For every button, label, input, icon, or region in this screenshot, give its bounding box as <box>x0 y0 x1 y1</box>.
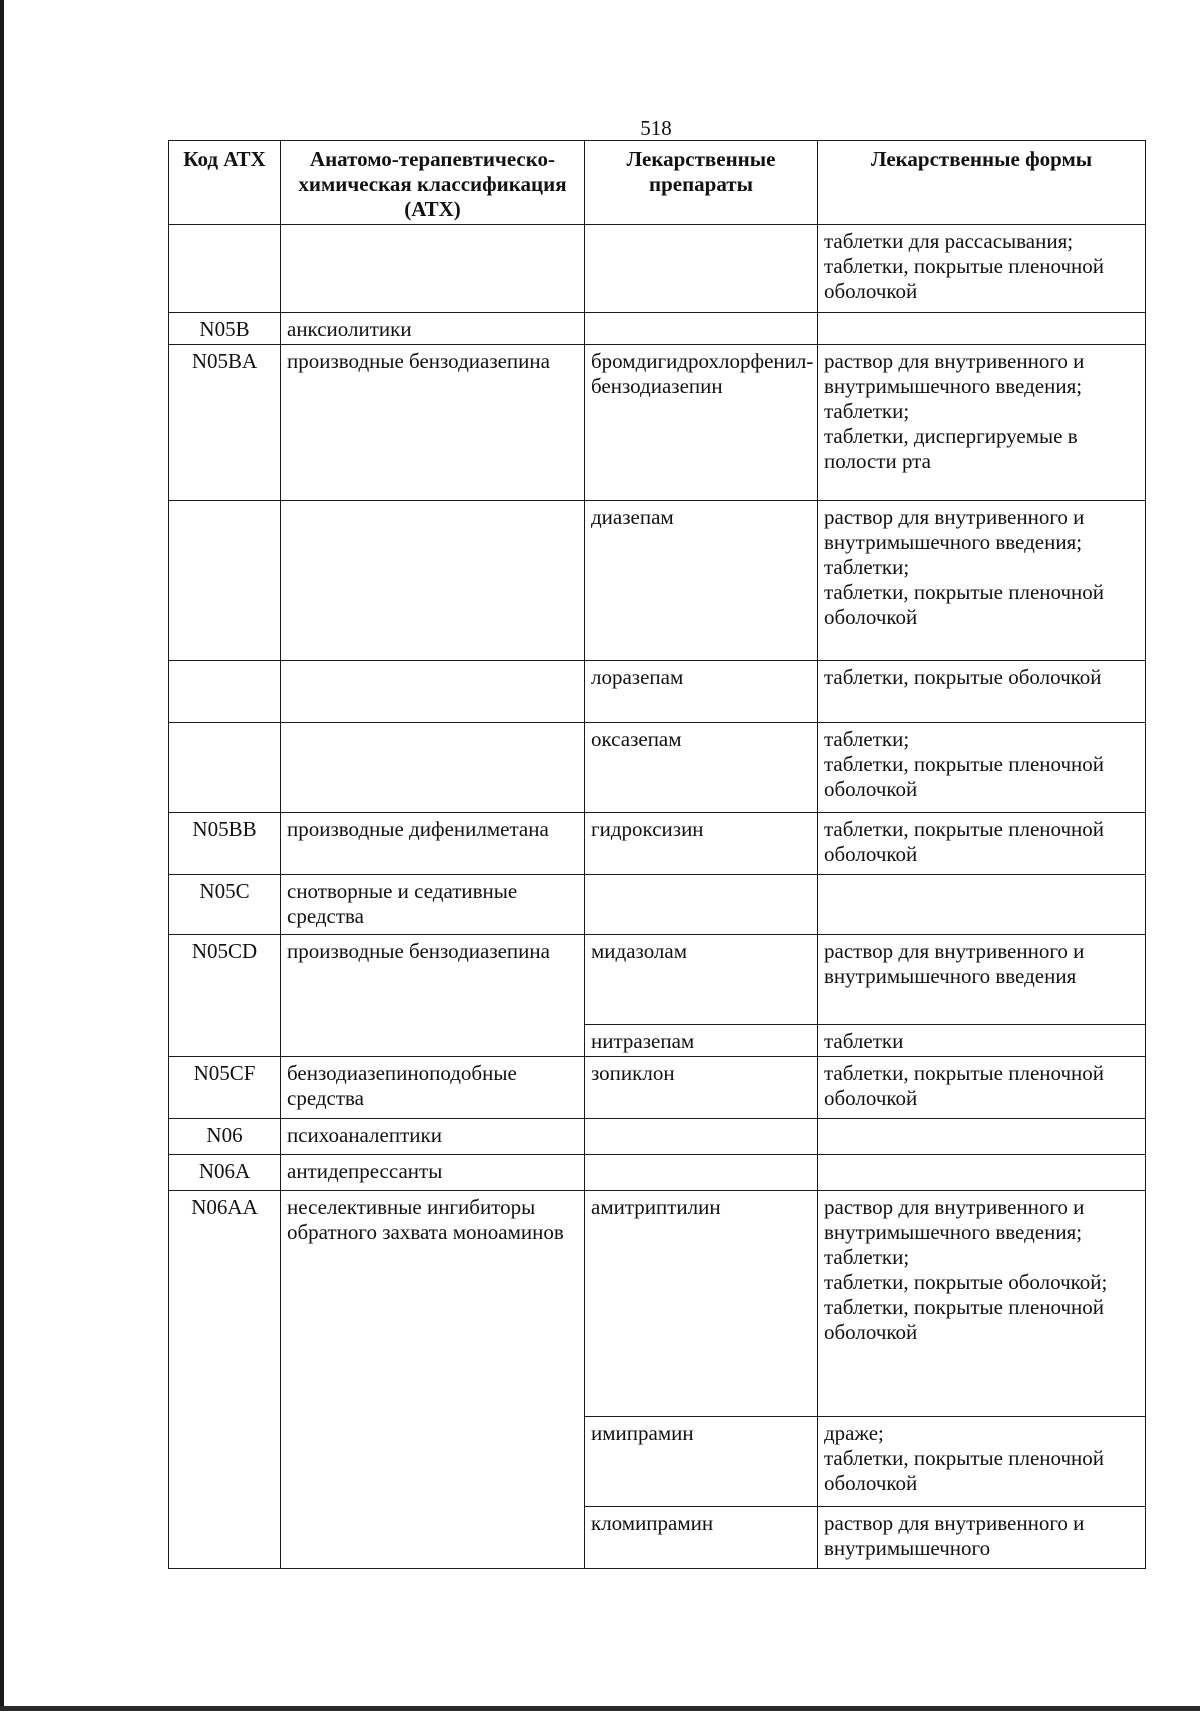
atc-class-cell: неселективные ингибиторы обратного захвата моноаминов <box>281 1191 585 1569</box>
drug-cell: зопиклон <box>585 1057 818 1119</box>
drug-cell: бромдигидрохлорфенил-бензодиазепин <box>585 345 818 501</box>
atc-code-cell: N05CF <box>169 1057 281 1119</box>
table-row <box>169 1119 1146 1155</box>
atc-class-cell <box>281 661 585 723</box>
drug-cell <box>585 1155 818 1191</box>
atc-code-cell <box>169 501 281 661</box>
atc-class-cell: производные бензодиазепина <box>281 345 585 501</box>
dosage-forms-cell: таблетки, покрытые пленочной оболочкой <box>818 1057 1146 1119</box>
atc-code-cell: N05B <box>169 313 281 345</box>
header-atc-code: Код АТХ <box>169 141 281 225</box>
drug-cell <box>585 313 818 345</box>
atc-code-cell <box>169 723 281 813</box>
atc-code-cell: N06A <box>169 1155 281 1191</box>
table-row <box>169 875 1146 935</box>
atc-code-cell: N05BB <box>169 813 281 875</box>
atc-code-cell: N05C <box>169 875 281 935</box>
atc-code-cell: N05CD <box>169 935 281 1057</box>
dosage-forms-cell: раствор для внутривенного и внутримышечного введения; таблетки; таблетки, диспергируемые в полости рта <box>818 345 1146 501</box>
drug-cell: имипрамин <box>585 1417 818 1507</box>
drug-cell: мидазолам <box>585 935 818 1025</box>
table-row <box>169 1191 1146 1417</box>
atc-class-cell: производные бензодиазепина <box>281 935 585 1057</box>
atc-code-cell: N06AA <box>169 1191 281 1569</box>
dosage-forms-cell: раствор для внутривенного и внутримышечного <box>818 1507 1146 1569</box>
dosage-forms-cell: таблетки, покрытые оболочкой <box>818 661 1146 723</box>
header-drugs: Лекарственные препараты <box>585 141 818 225</box>
header-dosage-forms: Лекарственные формы <box>818 141 1146 225</box>
table-row <box>169 313 1146 345</box>
atc-code-cell <box>169 225 281 313</box>
drug-cell: оксазепам <box>585 723 818 813</box>
header-atc-classification: Анатомо-терапевтическо-химическая классификация (АТХ) <box>281 141 585 225</box>
atc-code-cell <box>169 661 281 723</box>
atc-drug-table <box>168 140 1146 1569</box>
table-row <box>169 1155 1146 1191</box>
drug-cell: кломипрамин <box>585 1507 818 1569</box>
drug-cell: лоразепам <box>585 661 818 723</box>
drug-cell <box>585 875 818 935</box>
table-row <box>169 813 1146 875</box>
table-row <box>169 935 1146 1025</box>
atc-class-cell: производные дифенилметана <box>281 813 585 875</box>
dosage-forms-cell: драже; таблетки, покрытые пленочной оболочкой <box>818 1417 1146 1507</box>
atc-class-cell <box>281 501 585 661</box>
dosage-forms-cell <box>818 1119 1146 1155</box>
atc-class-cell <box>281 723 585 813</box>
dosage-forms-cell: таблетки; таблетки, покрытые пленочной оболочкой <box>818 723 1146 813</box>
dosage-forms-cell: таблетки <box>818 1025 1146 1057</box>
dosage-forms-cell: раствор для внутривенного и внутримышечного введения <box>818 935 1146 1025</box>
table-row <box>169 661 1146 723</box>
table-row <box>169 345 1146 501</box>
atc-class-cell: бензодиазепиноподобные средства <box>281 1057 585 1119</box>
atc-code-cell: N06 <box>169 1119 281 1155</box>
dosage-forms-cell: раствор для внутривенного и внутримышечного введения; таблетки; таблетки, покрытые пленочной оболочкой <box>818 501 1146 661</box>
dosage-forms-cell: таблетки для рассасывания; таблетки, покрытые пленочной оболочкой <box>818 225 1146 313</box>
table-row <box>169 723 1146 813</box>
page-number: 518 <box>640 116 672 140</box>
atc-class-cell: снотворные и седативные средства <box>281 875 585 935</box>
drug-cell: нитразепам <box>585 1025 818 1057</box>
atc-code-cell: N05BA <box>169 345 281 501</box>
dosage-forms-cell: таблетки, покрытые пленочной оболочкой <box>818 813 1146 875</box>
drug-cell: амитриптилин <box>585 1191 818 1417</box>
drug-cell <box>585 225 818 313</box>
table-row <box>169 1057 1146 1119</box>
scan-edge-bottom <box>0 1706 1200 1711</box>
table-row <box>169 225 1146 313</box>
dosage-forms-cell <box>818 875 1146 935</box>
table-header-row <box>169 141 1146 225</box>
table-row <box>169 501 1146 661</box>
atc-class-cell: антидепрессанты <box>281 1155 585 1191</box>
atc-class-cell: психоаналептики <box>281 1119 585 1155</box>
drug-cell: диазепам <box>585 501 818 661</box>
dosage-forms-cell <box>818 313 1146 345</box>
dosage-forms-cell: раствор для внутривенного и внутримышечного введения; таблетки; таблетки, покрытые оболочкой; таблетки, покрытые пленочной оболочкой <box>818 1191 1146 1417</box>
atc-class-cell <box>281 225 585 313</box>
drug-cell <box>585 1119 818 1155</box>
drug-cell: гидроксизин <box>585 813 818 875</box>
scan-edge-left <box>0 0 4 1711</box>
dosage-forms-cell <box>818 1155 1146 1191</box>
atc-class-cell: анксиолитики <box>281 313 585 345</box>
